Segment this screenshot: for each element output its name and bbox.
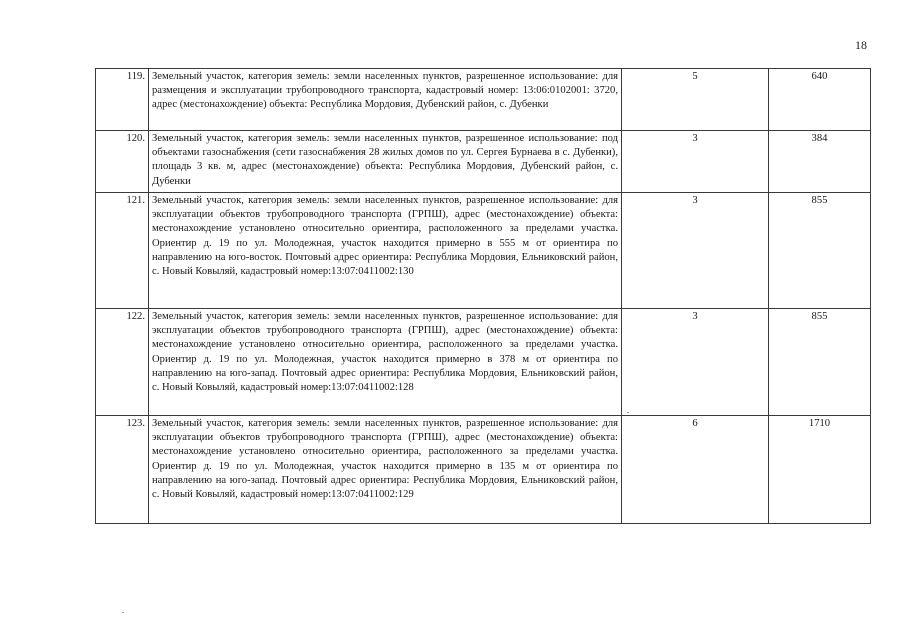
row-value-a: 5: [622, 69, 769, 131]
table-row: [96, 131, 871, 193]
row-value-a: 6: [622, 416, 769, 524]
table-row: [96, 193, 871, 309]
row-description: Земельный участок, категория земель: земли населенных пунктов, разрешенное использование: для эксплуатации объектов трубопроводного транспорта (ГРПШ), адрес (местонахождение) объекта: местонахождение установлено относительно ориентира, расположенного за пределами участка. Ориентир д. 19 по ул. Молодежная, участок находится примерно в 135 м от ориентира по направлению на юго-запад. Почтовый адрес ориентира: Республика Мордовия, Ельниковский район, с. Новый Ковыляй, кадастровый номер:13:07:0411002:129: [149, 416, 622, 524]
row-number: 120.: [96, 131, 149, 193]
table-row: [96, 416, 871, 524]
row-description: Земельный участок, категория земель: земли населенных пунктов, разрешенное использование: для эксплуатации объектов трубопроводного транспорта (ГРПШ), адрес (местонахождение) объекта: местонахождение установлено относительно ориентира, расположенного за пределами участка. Ориентир д. 19 по ул. Молодежная, участок находится примерно в 555 м от ориентира по направлению на юго-восток. Почтовый адрес ориентира: Республика Мордовия, Ельниковский район, с. Новый Ковыляй, кадастровый номер:13:07:0411002:130: [149, 193, 622, 309]
scan-speck: [627, 412, 629, 413]
row-number: 121.: [96, 193, 149, 309]
row-value-b: 855: [769, 193, 871, 309]
row-number: 122.: [96, 309, 149, 416]
table-row: [96, 309, 871, 416]
page-number: 18: [855, 38, 867, 52]
row-value-a: 3: [622, 131, 769, 193]
row-value-b: 1710: [769, 416, 871, 524]
row-number: 119.: [96, 69, 149, 131]
row-number: 123.: [96, 416, 149, 524]
row-value-a: 3: [622, 309, 769, 416]
land-plots-table: [95, 68, 871, 524]
row-value-a: 3: [622, 193, 769, 309]
table-row: [96, 69, 871, 131]
row-description: Земельный участок, категория земель: земли населенных пунктов, разрешенное использование: под объектами газоснабжения (сети газоснабжения 28 жилых домов по ул. Сергея Бурнаева в с. Дубенки), площадь 3 кв. м, адрес (местонахождение) объекта: Республика Мордовия, Дубенский район, с. Дубенки: [149, 131, 622, 193]
row-description: Земельный участок, категория земель: земли населенных пунктов, разрешенное использование: для эксплуатации объектов трубопроводного транспорта (ГРПШ), адрес (местонахождение) объекта: местонахождение установлено относительно ориентира, расположенного за пределами участка. Ориентир д. 19 по ул. Молодежная, участок находится примерно в 378 м от ориентира по направлению на юго-запад. Почтовый адрес ориентира: Республика Мордовия, Ельниковский район, с. Новый Ковыляй, кадастровый номер:13:07:0411002:128: [149, 309, 622, 416]
row-value-b: 855: [769, 309, 871, 416]
scan-speck: [122, 612, 124, 613]
row-value-b: 640: [769, 69, 871, 131]
row-value-b: 384: [769, 131, 871, 193]
row-description: Земельный участок, категория земель: земли населенных пунктов, разрешенное использование: для размещения и эксплуатации трубопроводного транспорта, кадастровый номер: 13:06:0102001: 3720, адрес (местонахождение) объекта: Республика Мордовия, Дубенский район, с. Дубенки: [149, 69, 622, 131]
